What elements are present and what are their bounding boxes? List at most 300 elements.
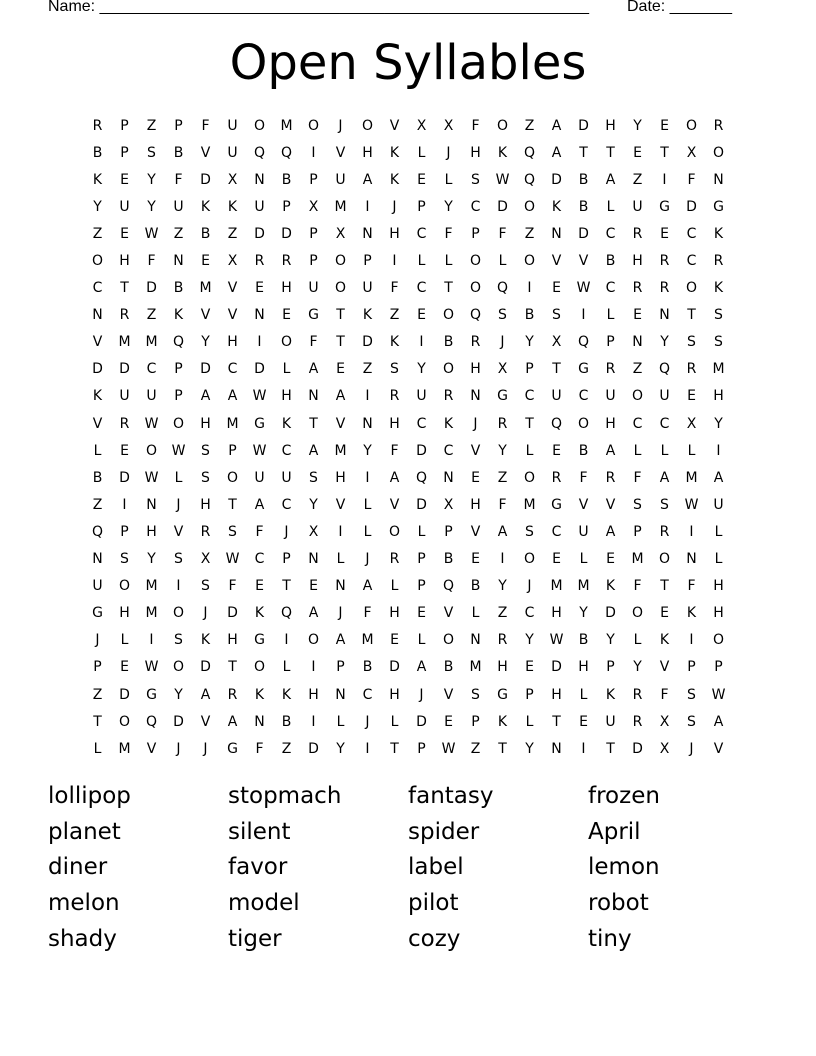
grid-letter: Y (660, 334, 669, 351)
grid-letter: X (227, 171, 238, 188)
grid-letter: R (605, 361, 616, 378)
grid-letter: O (172, 659, 185, 676)
grid-letter: O (442, 361, 455, 378)
grid-letter: J (473, 415, 478, 432)
grid-letter: B (470, 578, 481, 595)
grid-letter: G (254, 415, 265, 432)
grid-letter: O (523, 253, 536, 270)
grid-letter: C (146, 361, 157, 378)
grid-letter: L (336, 551, 345, 568)
grid-letter: E (633, 307, 642, 324)
grid-letter: Z (470, 740, 481, 757)
grid-letter: E (660, 225, 669, 242)
grid-letter: X (686, 415, 697, 432)
grid-letter: L (714, 551, 723, 568)
grid-letter: J (392, 198, 397, 215)
grid-letter: E (471, 551, 480, 568)
grid-letter: J (446, 144, 451, 161)
grid-row (84, 437, 732, 464)
grid-letter: M (280, 117, 293, 134)
grid-letter: V (335, 496, 346, 513)
grid-letter: P (363, 253, 372, 270)
grid-letter: S (471, 171, 480, 188)
grid-letter: I (662, 171, 667, 188)
grid-letter: L (390, 578, 399, 595)
grid-letter: C (416, 225, 427, 242)
grid-letter: L (606, 307, 615, 324)
grid-letter: Z (227, 225, 238, 242)
grid-letter: N (308, 551, 319, 568)
word-list-item: melon (48, 890, 120, 917)
grid-row (84, 329, 732, 356)
grid-letter: D (146, 280, 157, 297)
grid-letter: R (551, 469, 562, 486)
grid-letter: N (335, 578, 346, 595)
grid-letter: R (632, 686, 643, 703)
word-list-item: fantasy (408, 783, 494, 809)
grid-letter: E (660, 605, 669, 622)
grid-letter: E (309, 578, 318, 595)
grid-letter: K (713, 225, 724, 242)
grid-letter: O (361, 117, 374, 134)
grid-letter: P (417, 578, 426, 595)
grid-letter: A (605, 442, 616, 459)
grid-letter: T (660, 144, 669, 161)
grid-row (84, 573, 732, 600)
grid-letter: K (443, 415, 454, 432)
grid-letter: K (389, 144, 400, 161)
grid-letter: H (470, 496, 481, 513)
grid-letter: M (550, 578, 563, 595)
grid-letter: R (659, 523, 670, 540)
grid-letter: C (578, 388, 589, 405)
grid-letter: N (308, 388, 319, 405)
grid-letter: P (93, 659, 102, 676)
grid-letter: I (500, 551, 505, 568)
word-list-item: pilot (408, 890, 459, 917)
grid-letter: Z (92, 496, 103, 513)
grid-letter: M (523, 496, 536, 513)
grid-letter: U (578, 523, 589, 540)
grid-letter: T (444, 280, 453, 297)
grid-letter: W (252, 388, 267, 405)
grid-letter: K (605, 578, 616, 595)
grid-row (84, 518, 732, 545)
grid-row (84, 139, 732, 166)
grid-letter: K (92, 171, 103, 188)
grid-letter: I (365, 388, 370, 405)
grid-letter: P (444, 523, 453, 540)
grid-letter: K (173, 307, 184, 324)
word-list-item: tiny (588, 925, 632, 952)
grid-letter: F (633, 469, 642, 486)
grid-letter: F (687, 578, 696, 595)
grid-letter: A (227, 388, 238, 405)
grid-letter: K (281, 686, 292, 703)
grid-letter: L (363, 523, 372, 540)
grid-letter: V (659, 659, 670, 676)
grid-letter: T (660, 578, 669, 595)
grid-letter: F (174, 171, 183, 188)
grid-letter: A (605, 171, 616, 188)
word-list-item: spider (408, 818, 480, 845)
grid-letter: D (173, 713, 184, 730)
grid-letter: Q (280, 605, 293, 622)
grid-letter: P (525, 361, 534, 378)
grid-letter: K (281, 415, 292, 432)
grid-letter: A (605, 523, 616, 540)
grid-letter: K (497, 713, 508, 730)
grid-letter: A (551, 144, 562, 161)
grid-letter: E (120, 442, 129, 459)
grid-row (84, 708, 732, 735)
grid-letter: E (417, 605, 426, 622)
grid-letter: A (227, 713, 238, 730)
grid-letter: Q (523, 144, 536, 161)
grid-letter: B (578, 198, 589, 215)
grid-letter: W (684, 496, 699, 513)
grid-letter: O (442, 307, 455, 324)
grid-letter: D (497, 198, 508, 215)
grid-row (84, 464, 732, 491)
grid-letter: P (417, 551, 426, 568)
grid-letter: N (659, 307, 670, 324)
grid-letter: X (227, 253, 238, 270)
grid-letter: S (201, 442, 210, 459)
grid-letter: X (443, 117, 454, 134)
grid-letter: A (200, 686, 211, 703)
grid-row (84, 220, 732, 247)
grid-letter: U (416, 388, 427, 405)
grid-letter: P (417, 740, 426, 757)
grid-letter: U (362, 280, 373, 297)
grid-letter: M (469, 659, 482, 676)
grid-letter: Q (172, 334, 185, 351)
grid-letter: M (577, 578, 590, 595)
grid-letter: M (226, 415, 239, 432)
grid-letter: T (120, 280, 129, 297)
grid-letter: L (417, 632, 426, 649)
grid-letter: H (713, 578, 724, 595)
grid-letter: I (689, 632, 694, 649)
grid-letter: O (388, 523, 401, 540)
grid-letter: U (119, 198, 130, 215)
grid-letter: F (201, 117, 210, 134)
grid-letter: C (524, 605, 535, 622)
grid-letter: Y (174, 686, 183, 703)
grid-letter: O (145, 442, 158, 459)
grid-letter: G (578, 361, 589, 378)
grid-letter: S (714, 307, 723, 324)
grid-letter: P (687, 659, 696, 676)
grid-letter: A (362, 578, 373, 595)
grid-letter: F (363, 605, 372, 622)
grid-letter: V (335, 415, 346, 432)
grid-letter: P (336, 659, 345, 676)
grid-letter: Y (714, 415, 723, 432)
grid-letter: G (497, 388, 508, 405)
grid-letter: D (308, 740, 319, 757)
grid-letter: H (119, 605, 130, 622)
grid-letter: K (389, 171, 400, 188)
grid-letter: B (605, 253, 616, 270)
grid-letter: W (171, 442, 186, 459)
grid-letter: L (579, 686, 588, 703)
grid-letter: I (365, 469, 370, 486)
grid-letter: E (444, 713, 453, 730)
grid-letter: Z (497, 469, 508, 486)
grid-letter: C (686, 225, 697, 242)
grid-letter: Z (92, 686, 103, 703)
grid-letter: F (147, 253, 156, 270)
grid-letter: L (363, 496, 372, 513)
grid-letter: B (578, 171, 589, 188)
grid-letter: C (443, 442, 454, 459)
grid-letter: R (497, 632, 508, 649)
grid-letter: P (120, 117, 129, 134)
word-list-item: planet (48, 818, 121, 845)
grid-letter: I (257, 334, 262, 351)
grid-letter: R (200, 523, 211, 540)
grid-letter: H (281, 388, 292, 405)
grid-letter: L (417, 253, 426, 270)
grid-letter: O (685, 117, 698, 134)
grid-letter: K (551, 198, 562, 215)
grid-letter: X (416, 117, 427, 134)
grid-letter: H (119, 253, 130, 270)
grid-letter: J (176, 496, 181, 513)
word-list-item: lemon (588, 854, 660, 881)
grid-letter: Y (579, 605, 588, 622)
grid-letter: X (551, 334, 562, 351)
grid-letter: P (309, 225, 318, 242)
grid-letter: V (389, 117, 400, 134)
grid-letter: S (687, 334, 696, 351)
grid-letter: H (308, 686, 319, 703)
grid-letter: O (523, 469, 536, 486)
grid-letter: O (469, 280, 482, 297)
grid-letter: V (335, 144, 346, 161)
grid-letter: K (254, 686, 265, 703)
grid-letter: H (605, 117, 616, 134)
grid-letter: R (632, 713, 643, 730)
grid-letter: S (390, 361, 399, 378)
grid-letter: W (711, 686, 726, 703)
grid-letter: P (471, 713, 480, 730)
grid-letter: O (91, 253, 104, 270)
grid-letter: Y (201, 334, 210, 351)
grid-letter: E (660, 117, 669, 134)
grid-letter: Z (632, 171, 643, 188)
grid-letter: V (578, 496, 589, 513)
grid-letter: I (581, 307, 586, 324)
grid-letter: Z (524, 117, 535, 134)
grid-letter: E (687, 388, 696, 405)
grid-letter: D (254, 361, 265, 378)
grid-letter: M (199, 280, 212, 297)
grid-letter: Q (550, 415, 563, 432)
grid-letter: C (686, 253, 697, 270)
word-list-item: stopmach (228, 783, 342, 809)
grid-letter: F (579, 469, 588, 486)
grid-letter: R (389, 551, 400, 568)
grid-row (84, 275, 732, 302)
grid-letter: V (200, 144, 211, 161)
grid-letter: U (659, 388, 670, 405)
word-list-item: model (228, 890, 300, 917)
grid-letter: U (632, 198, 643, 215)
grid-letter: D (551, 659, 562, 676)
grid-letter: G (92, 605, 103, 622)
grid-letter: N (443, 469, 454, 486)
grid-letter: Q (577, 334, 590, 351)
grid-letter: R (713, 117, 724, 134)
grid-letter: B (443, 659, 454, 676)
grid-letter: I (311, 713, 316, 730)
grid-letter: E (390, 632, 399, 649)
grid-letter: T (336, 307, 345, 324)
grid-letter: O (172, 415, 185, 432)
grid-letter: D (119, 361, 130, 378)
grid-letter: D (389, 659, 400, 676)
grid-letter: L (525, 713, 534, 730)
grid-letter: T (606, 740, 615, 757)
grid-letter: E (201, 253, 210, 270)
grid-letter: F (228, 578, 237, 595)
grid-letter: H (713, 605, 724, 622)
grid-letter: X (308, 198, 319, 215)
grid-letter: O (253, 659, 266, 676)
grid-letter: M (145, 605, 158, 622)
grid-letter: Y (498, 442, 507, 459)
grid-letter: P (174, 117, 183, 134)
grid-letter: B (92, 144, 103, 161)
grid-letter: O (631, 388, 644, 405)
grid-letter: A (335, 632, 346, 649)
grid-letter: B (578, 442, 589, 459)
grid-letter: I (311, 659, 316, 676)
grid-letter: Q (469, 307, 482, 324)
grid-letter: P (174, 388, 183, 405)
grid-letter: Y (525, 632, 534, 649)
grid-letter: V (200, 713, 211, 730)
grid-letter: K (605, 686, 616, 703)
word-list-item: cozy (408, 925, 461, 952)
grid-letter: N (92, 307, 103, 324)
grid-letter: R (119, 307, 130, 324)
grid-letter: P (714, 659, 723, 676)
grid-letter: A (335, 388, 346, 405)
grid-row (84, 681, 732, 708)
grid-letter: D (578, 117, 589, 134)
grid-letter: R (659, 280, 670, 297)
grid-letter: Y (147, 198, 156, 215)
grid-letter: D (227, 605, 238, 622)
grid-letter: Y (633, 117, 642, 134)
grid-letter: P (282, 198, 291, 215)
grid-letter: C (281, 442, 292, 459)
grid-letter: S (147, 144, 156, 161)
grid-row (84, 600, 732, 627)
grid-letter: F (390, 280, 399, 297)
grid-letter: Y (444, 198, 453, 215)
grid-letter: Z (362, 361, 373, 378)
grid-letter: B (281, 171, 292, 188)
grid-letter: C (281, 496, 292, 513)
grid-letter: O (307, 632, 320, 649)
grid-letter: S (633, 496, 642, 513)
grid-letter: T (552, 361, 561, 378)
grid-row (84, 491, 732, 518)
grid-letter: T (390, 740, 399, 757)
grid-letter: E (120, 171, 129, 188)
grid-letter: R (92, 117, 103, 134)
grid-letter: Y (363, 442, 372, 459)
grid-letter: S (309, 469, 318, 486)
grid-letter: O (307, 117, 320, 134)
grid-letter: H (497, 659, 508, 676)
grid-letter: M (685, 469, 698, 486)
grid-letter: X (659, 740, 670, 757)
grid-letter: I (527, 280, 532, 297)
grid-letter: D (254, 225, 265, 242)
grid-letter: H (200, 496, 211, 513)
grid-letter: B (173, 144, 184, 161)
word-list (48, 780, 768, 958)
grid-letter: D (92, 361, 103, 378)
grid-letter: A (200, 388, 211, 405)
grid-letter: I (365, 198, 370, 215)
grid-letter: I (338, 523, 343, 540)
grid-letter: O (226, 469, 239, 486)
grid-letter: X (308, 523, 319, 540)
grid-letter: X (200, 551, 211, 568)
grid-letter: I (284, 632, 289, 649)
grid-letter: E (417, 171, 426, 188)
grid-letter: Y (93, 198, 102, 215)
grid-letter: N (632, 334, 643, 351)
grid-letter: C (605, 280, 616, 297)
grid-letter: O (442, 632, 455, 649)
grid-letter: W (144, 415, 159, 432)
grid-letter: K (200, 198, 211, 215)
grid-letter: E (255, 578, 264, 595)
grid-letter: V (389, 496, 400, 513)
grid-letter: L (336, 713, 345, 730)
grid-letter: S (687, 713, 696, 730)
grid-letter: H (389, 415, 400, 432)
grid-letter: K (659, 632, 670, 649)
grid-letter: E (282, 307, 291, 324)
grid-letter: L (417, 523, 426, 540)
grid-letter: H (713, 388, 724, 405)
grid-letter: N (254, 713, 265, 730)
grid-letter: F (309, 334, 318, 351)
grid-letter: J (203, 740, 208, 757)
grid-row (84, 627, 732, 654)
grid-letter: L (687, 442, 696, 459)
grid-letter: A (713, 713, 724, 730)
grid-letter: J (203, 605, 208, 622)
grid-letter: F (633, 578, 642, 595)
grid-letter: U (227, 117, 238, 134)
grid-letter: P (120, 144, 129, 161)
grid-letter: U (254, 198, 265, 215)
grid-letter: T (498, 740, 507, 757)
grid-letter: S (660, 496, 669, 513)
grid-letter: P (228, 442, 237, 459)
grid-letter: Y (498, 578, 507, 595)
